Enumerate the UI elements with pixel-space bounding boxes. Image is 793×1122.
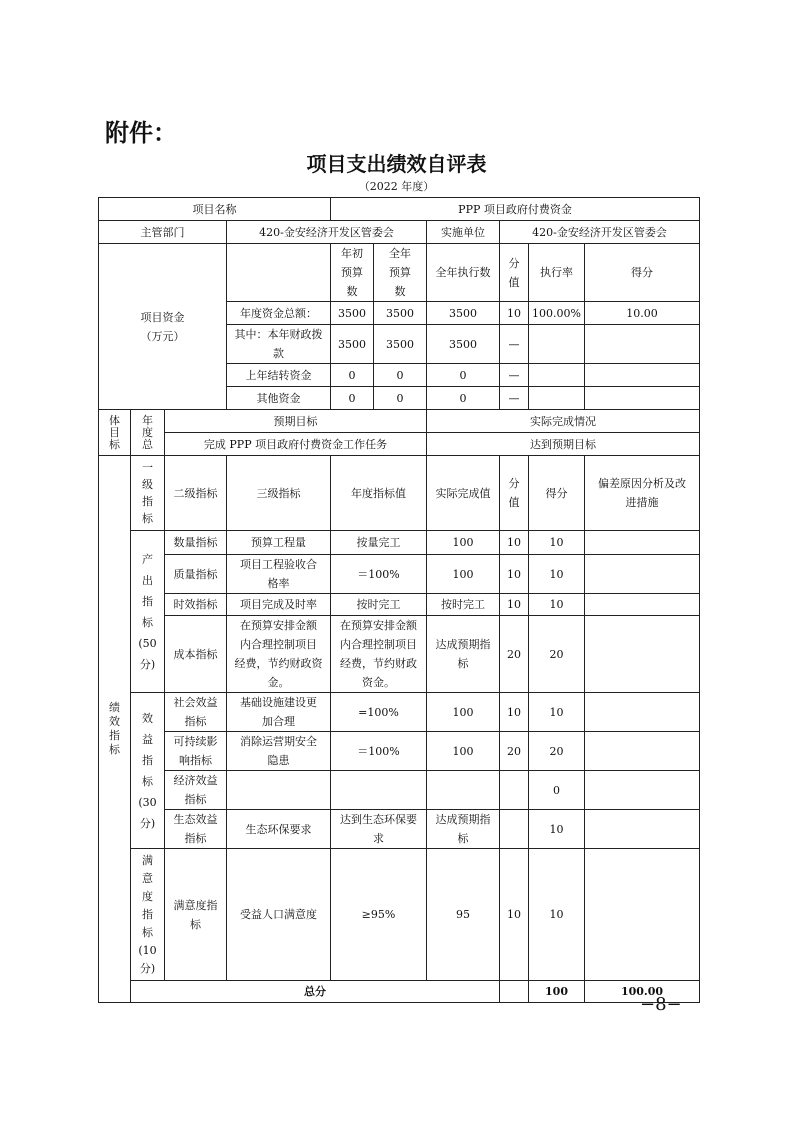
indicator-level2: 社会效益 指标: [165, 693, 227, 732]
funds-header-blank: [227, 244, 331, 302]
total-label: 总分: [131, 981, 500, 1003]
indicator-target: [331, 771, 427, 810]
indicator-analysis: [585, 732, 700, 771]
actual-goal: 达到预期目标: [427, 433, 700, 456]
header-level3: 三级指标: [227, 456, 331, 531]
indicator-target: ≥95%: [331, 849, 427, 981]
indicator-level3: [227, 771, 331, 810]
dept-value: 420-金安经济开发区管委会: [227, 221, 427, 244]
project-name-value: PPP 项目政府付费资金: [331, 198, 700, 221]
header-analysis: 偏差原因分析及改 进措施: [585, 456, 700, 531]
indicator-actual: 100: [427, 555, 500, 594]
goals-side-a: 体 目 标: [99, 410, 131, 456]
indicator-target: 达到生态环保要 求: [331, 810, 427, 849]
indicator-actual: [427, 771, 500, 810]
indicator-weight: 10: [500, 594, 529, 616]
fund-row-rate: 100.00%: [529, 302, 585, 325]
indicator-actual: 100: [427, 732, 500, 771]
indicator-weight: 10: [500, 849, 529, 981]
fund-row-budget: 0: [331, 387, 374, 410]
header-weight: 分 值: [500, 456, 529, 531]
fund-row-rate: [529, 387, 585, 410]
fund-row-executed: 3500: [427, 325, 500, 364]
indicator-level3: 基础设施建设更 加合理: [227, 693, 331, 732]
fund-row-label: 其中：本年财政拨款: [227, 325, 331, 364]
indicator-analysis: [585, 555, 700, 594]
fund-row-rate: [529, 364, 585, 387]
fund-row-executed: 3500: [427, 302, 500, 325]
indicator-level3: 受益人口满意度: [227, 849, 331, 981]
indicator-weight: 10: [500, 531, 529, 555]
indicator-level3: 项目工程验收合 格率: [227, 555, 331, 594]
indicator-score: 10: [529, 594, 585, 616]
header-executed: 全年执行数: [427, 244, 500, 302]
indicator-level2: 质量指标: [165, 555, 227, 594]
fund-row-full-budget: 0: [374, 364, 427, 387]
fund-row-score: [585, 364, 700, 387]
total-actual: [500, 981, 529, 1003]
fund-row-score: 10.00: [585, 302, 700, 325]
header-actual: 实际完成值: [427, 456, 500, 531]
actual-goal-header: 实际完成情况: [427, 410, 700, 433]
indicator-level2: 成本指标: [165, 616, 227, 693]
indicator-target: 在预算安排金额 内合理控制项目 经费，节约财政 资金。: [331, 616, 427, 693]
fund-row-label: 其他资金: [227, 387, 331, 410]
indicator-weight: 20: [500, 616, 529, 693]
project-name-label: 项目名称: [99, 198, 331, 221]
indicator-weight: 10: [500, 693, 529, 732]
indicator-level2: 生态效益 指标: [165, 810, 227, 849]
indicator-score: 10: [529, 849, 585, 981]
indicator-level3: 预算工程量: [227, 531, 331, 555]
fund-row-score: [585, 325, 700, 364]
indicator-target: 按时完工: [331, 594, 427, 616]
header-budget: 年初 预算 数: [331, 244, 374, 302]
goals-side-b: 年 度 总: [131, 410, 165, 456]
fund-row-executed: 0: [427, 387, 500, 410]
header-full-budget: 全年 预算 数: [374, 244, 427, 302]
header-weight: 分 值: [500, 244, 529, 302]
indicator-target: ＝100%: [331, 555, 427, 594]
fund-row-label: 上年结转资金: [227, 364, 331, 387]
page-number: −8−: [640, 994, 682, 1015]
indicator-target: =100%: [331, 693, 427, 732]
indicator-target: ＝100%: [331, 732, 427, 771]
fund-row-rate: [529, 325, 585, 364]
group-output: 产 出 指 标 (50 分): [131, 531, 165, 693]
fund-row-executed: 0: [427, 364, 500, 387]
header-level2: 二级指标: [165, 456, 227, 531]
header-score: 得分: [529, 456, 585, 531]
indicator-actual: 100: [427, 531, 500, 555]
indicator-analysis: [585, 810, 700, 849]
fund-row-budget: 0: [331, 364, 374, 387]
fund-row-weight: —: [500, 387, 529, 410]
indicator-score: 0: [529, 771, 585, 810]
fund-row-weight: 10: [500, 302, 529, 325]
indicator-actual: 100: [427, 693, 500, 732]
indicator-level2: 可持续影 响指标: [165, 732, 227, 771]
indicator-actual: 95: [427, 849, 500, 981]
indicator-analysis: [585, 693, 700, 732]
indicator-weight: [500, 771, 529, 810]
indicator-analysis: [585, 849, 700, 981]
indicator-score: 10: [529, 693, 585, 732]
header-target: 年度指标值: [331, 456, 427, 531]
fund-row-weight: —: [500, 364, 529, 387]
indicator-score: 20: [529, 732, 585, 771]
fund-row-score: [585, 387, 700, 410]
total-score: 100.00: [585, 981, 700, 1003]
expected-goal-header: 预期目标: [165, 410, 427, 433]
indicator-level2: 数量指标: [165, 531, 227, 555]
indicator-score: 10: [529, 810, 585, 849]
header-level1: 一 级 指 标: [131, 456, 165, 531]
attachment-label: 附件：: [105, 119, 177, 147]
year-label: （2022 年度）: [358, 180, 435, 193]
header-score: 得分: [585, 244, 700, 302]
header-rate: 执行率: [529, 244, 585, 302]
indicator-score: 20: [529, 616, 585, 693]
indicator-level2: 满意度指 标: [165, 849, 227, 981]
indicator-score: 10: [529, 555, 585, 594]
fund-row-full-budget: 0: [374, 387, 427, 410]
indicator-weight: 20: [500, 732, 529, 771]
fund-row-full-budget: 3500: [374, 302, 427, 325]
indicator-level3: 消除运营期安全 隐患: [227, 732, 331, 771]
indicator-score: 10: [529, 531, 585, 555]
indicator-analysis: [585, 616, 700, 693]
impl-value: 420-金安经济开发区管委会: [500, 221, 700, 244]
indicator-actual: 达成预期指 标: [427, 616, 500, 693]
indicator-analysis: [585, 594, 700, 616]
indicator-actual: 按时完工: [427, 594, 500, 616]
fund-row-budget: 3500: [331, 302, 374, 325]
dept-label: 主管部门: [99, 221, 227, 244]
impl-label: 实施单位: [427, 221, 500, 244]
indicators-side-label: 绩 效 指 标: [99, 456, 131, 1003]
indicator-level2: 时效指标: [165, 594, 227, 616]
indicator-level3: 在预算安排金额 内合理控制项目 经费，节约财政资 金。: [227, 616, 331, 693]
indicator-level2: 经济效益 指标: [165, 771, 227, 810]
group-satisfaction: 满 意 度 指 标 (10 分): [131, 849, 165, 981]
evaluation-table: [98, 197, 700, 1003]
indicator-actual: 达成预期指 标: [427, 810, 500, 849]
funds-label: 项目资金 （万元）: [99, 244, 227, 410]
fund-row-full-budget: 3500: [374, 325, 427, 364]
indicator-target: 按量完工: [331, 531, 427, 555]
page-title: 项目支出绩效自评表: [306, 152, 487, 176]
indicator-weight: 10: [500, 555, 529, 594]
group-benefit: 效 益 指 标 (30 分): [131, 693, 165, 849]
fund-row-label: 年度资金总额：: [227, 302, 331, 325]
indicator-analysis: [585, 771, 700, 810]
indicator-weight: [500, 810, 529, 849]
indicator-analysis: [585, 531, 700, 555]
fund-row-budget: 3500: [331, 325, 374, 364]
indicator-level3: 生态环保要求: [227, 810, 331, 849]
fund-row-weight: —: [500, 325, 529, 364]
indicator-level3: 项目完成及时率: [227, 594, 331, 616]
total-weight: 100: [529, 981, 585, 1003]
expected-goal: 完成 PPP 项目政府付费资金工作任务: [165, 433, 427, 456]
